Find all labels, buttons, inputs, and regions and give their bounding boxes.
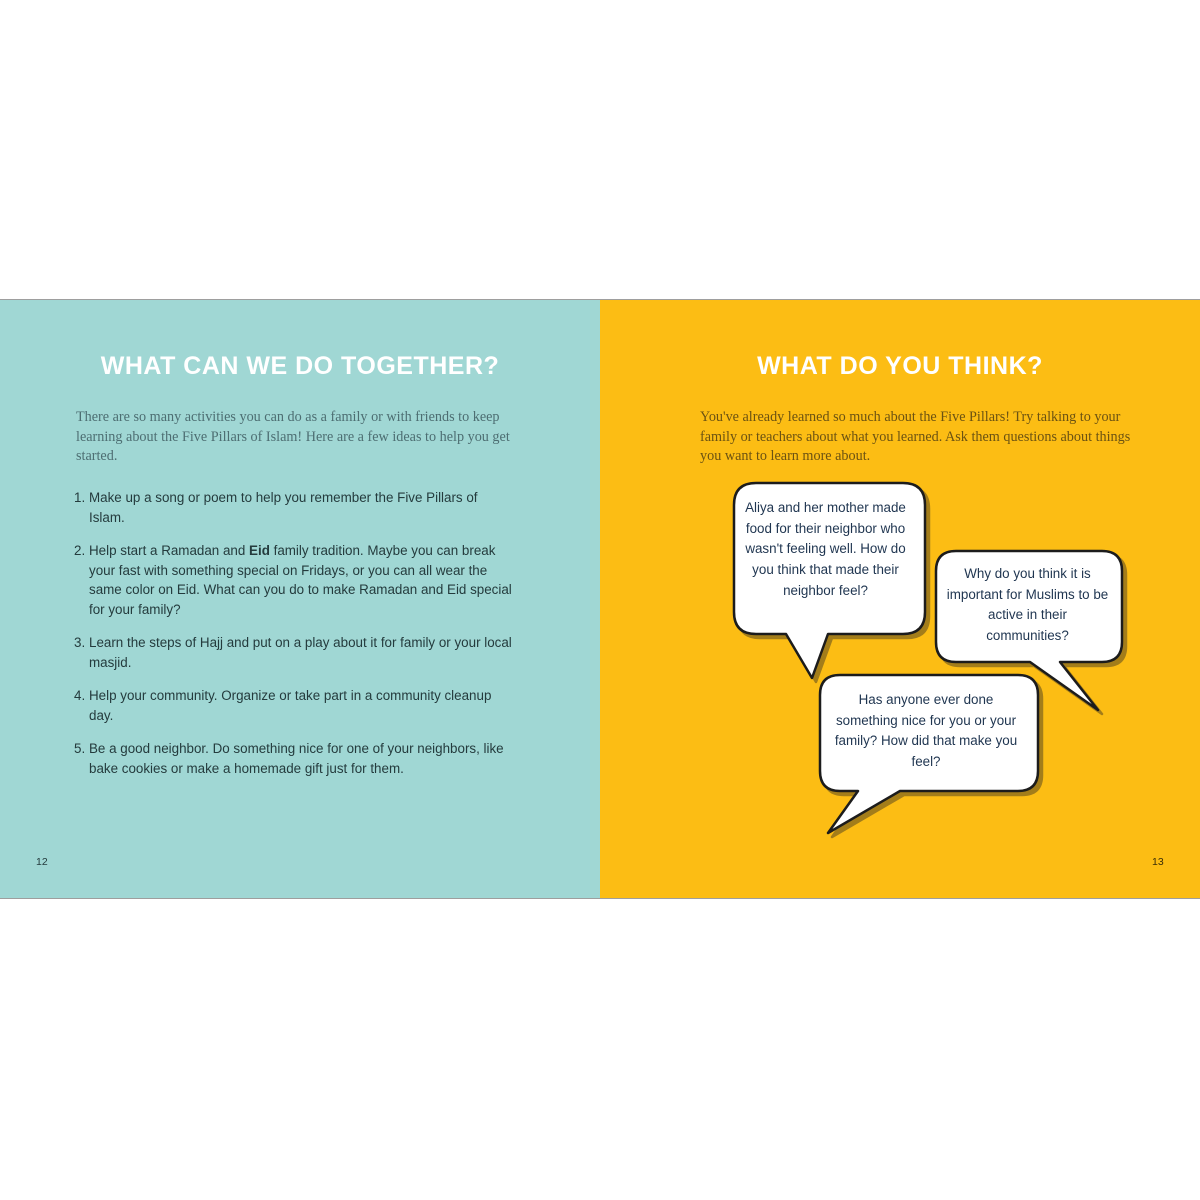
list-item-text-part: Help start a Ramadan and: [89, 543, 250, 558]
speech-bubble-text-2: Why do you think it is important for Muslims to be active in their communities?: [946, 566, 1109, 644]
list-item-bold-term: Eid: [249, 543, 270, 558]
page-number-left: 12: [36, 856, 48, 868]
book-spread: [0, 299, 1200, 899]
activity-list: [74, 488, 514, 792]
list-item: [74, 488, 514, 527]
left-page-heading: WHAT CAN WE DO TOGETHER?: [100, 352, 500, 380]
right-page-heading: WHAT DO YOU THINK?: [757, 352, 1043, 380]
list-item-text: Learn the steps of Hajj and put on a play about it for family or your local masjid.: [89, 635, 512, 670]
list-item-text-part: family tradition. Maybe you can break your fast with something special on Fridays, or you can all wear the same color on Eid. What can you do to make Ramadan and Eid special for your family?: [89, 543, 512, 617]
speech-bubble-text-3: Has anyone ever done something nice for you or your family? How did that make you feel?: [834, 692, 1018, 770]
list-item-number: 3.: [74, 635, 86, 650]
list-item-number: 1.: [74, 490, 86, 505]
left-page: [0, 300, 600, 898]
list-item-text: Make up a song or poem to help you remember the Five Pillars of Islam.: [89, 490, 478, 525]
page-number-right: 13: [1152, 856, 1164, 868]
list-item: [74, 541, 514, 619]
list-item: [74, 686, 514, 725]
list-item-text: Help your community. Organize or take part in a community cleanup day.: [89, 688, 492, 723]
speech-bubble-text-1: Aliya and her mother made food for their neighbor who wasn't feeling well. How do you think that made their neighbor feel?: [745, 500, 906, 598]
list-item-number: 5.: [74, 741, 86, 756]
right-page-intro: You've already learned so much about the Five Pillars! Try talking to your family or teachers about what you learned. Ask them questions about things you want to learn more about.: [700, 409, 1131, 464]
list-item-text: [89, 543, 512, 617]
list-item: [74, 739, 514, 778]
left-page-intro: There are so many activities you can do as a family or with friends to keep learning about the Five Pillars of Islam! Here are a few ideas to help you get started.: [76, 409, 510, 464]
list-item-number: 2.: [74, 543, 86, 558]
list-item-text: Be a good neighbor. Do something nice for one of your neighbors, like bake cookies or make a homemade gift just for them.: [89, 741, 504, 776]
right-page: [600, 300, 1200, 898]
list-item-number: 4.: [74, 688, 86, 703]
list-item: [74, 633, 514, 672]
